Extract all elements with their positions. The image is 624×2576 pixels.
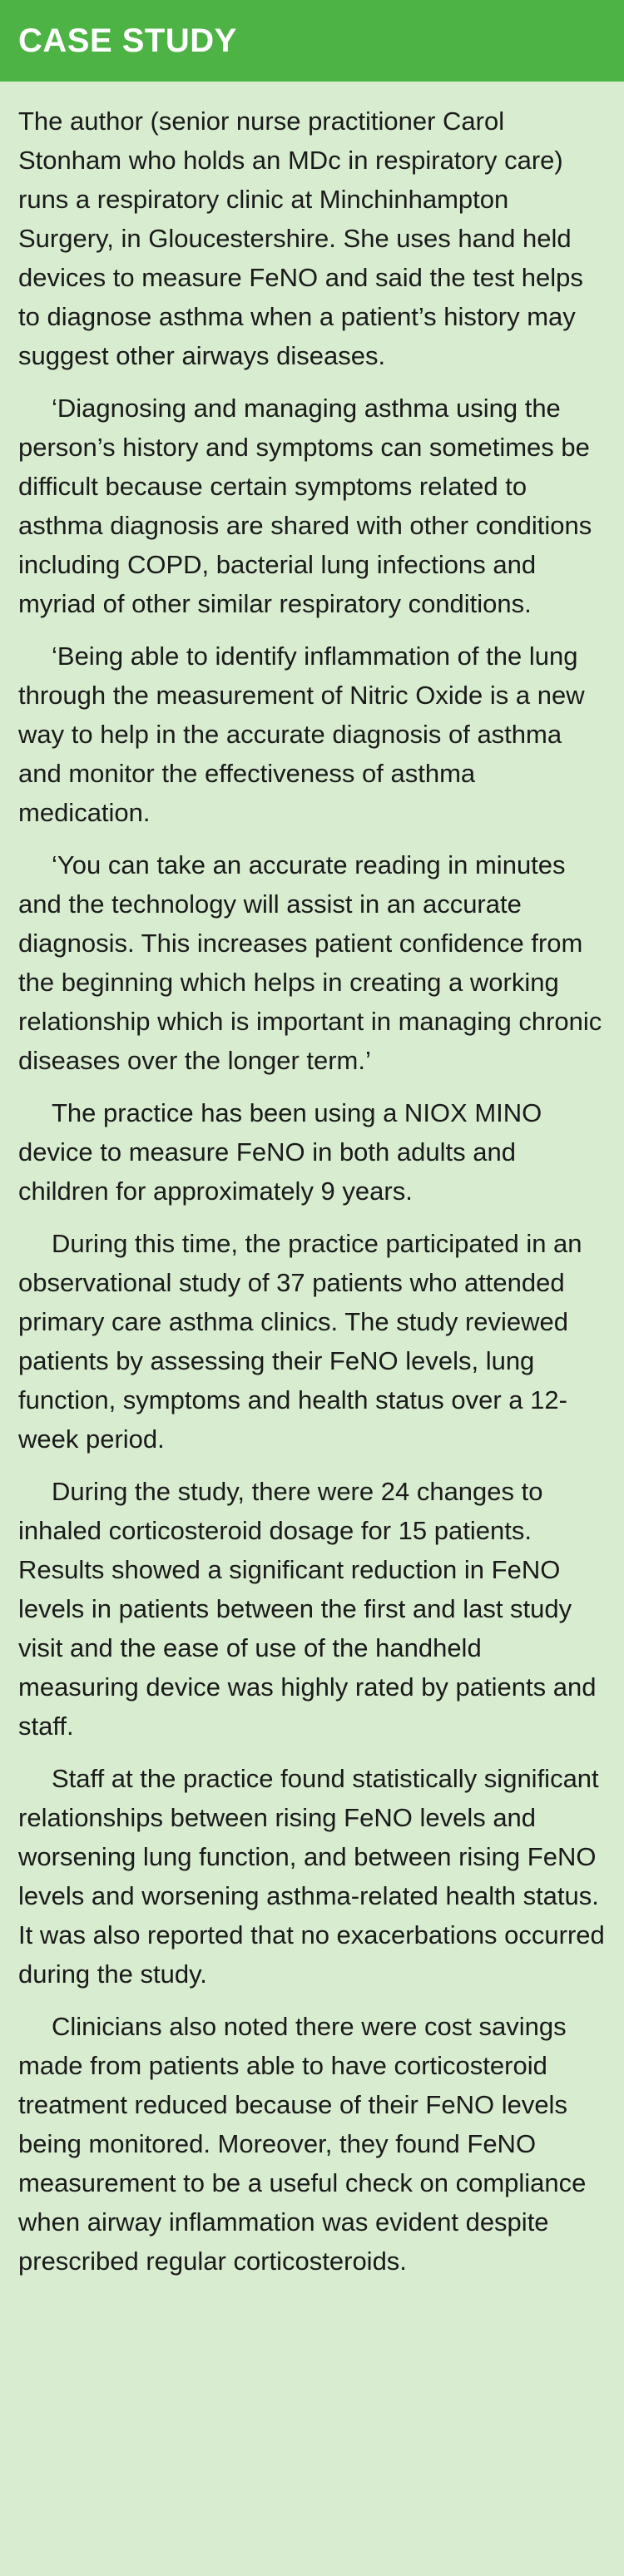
case-study-body <box>0 82 624 2281</box>
paragraph-diagnosis-difficulty: ‘Diagnosing and managing asthma using the person’s history and symptoms can sometimes be difficult because certain symptoms related to asthma diagnosis are shared with other conditions including COPD, bacterial lung infections and myriad of other similar respiratory conditions. <box>18 394 592 618</box>
case-study-title: CASE STUDY <box>18 22 237 59</box>
paragraph-nitric-oxide: ‘Being able to identify inflammation of the lung through the measurement of Nitric Oxide is a new way to help in the accurate diagnosis of asthma and monitor the effectiveness of asthma medication. <box>18 642 585 827</box>
paragraph-relationships: Staff at the practice found statistically significant relationships between rising FeNO levels and worsening lung function, and between rising FeNO levels and worsening asthma-related health status. It was also reported that no exacerbations occurred during the study. <box>18 1764 605 1989</box>
paragraph-observational-study: During this time, the practice participated in an observational study of 37 patients who attended primary care asthma clinics. The study reviewed patients by assessing their FeNO levels, lung function, symptoms and health status over a 12-week period. <box>18 1229 582 1454</box>
paragraph-niox-device: The practice has been using a NIOX MINO device to measure FeNO in both adults and children for approximately 9 years. <box>18 1098 542 1206</box>
paragraph-intro: The author (senior nurse practitioner Carol Stonham who holds an MDc in respiratory care) runs a respiratory clinic at Minchinhampton Surgery, in Gloucestershire. She uses hand held devices to measure FeNO and said the test helps to diagnose asthma when a patient’s history may suggest other airways diseases. <box>18 107 583 370</box>
case-study-header <box>0 0 624 82</box>
paragraph-accurate-reading: ‘You can take an accurate reading in minutes and the technology will assist in an accurate diagnosis. This increases patient confidence from the beginning which helps in creating a working relationship which is important in managing chronic diseases over the longer term.’ <box>18 850 602 1075</box>
paragraph-study-results: During the study, there were 24 changes to inhaled corticosteroid dosage for 15 patients. Results showed a significant reduction in FeNO levels in patients between the first and last study visit and the ease of use of the handheld measuring device was highly rated by patients and staff. <box>18 1477 597 1741</box>
paragraph-cost-savings: Clinicians also noted there were cost savings made from patients able to have corticosteroid treatment reduced because of their FeNO levels being monitored. Moreover, they found FeNO measurement to be a useful check on compliance when airway inflammation was evident despite prescribed regular corticosteroids. <box>18 2012 587 2276</box>
